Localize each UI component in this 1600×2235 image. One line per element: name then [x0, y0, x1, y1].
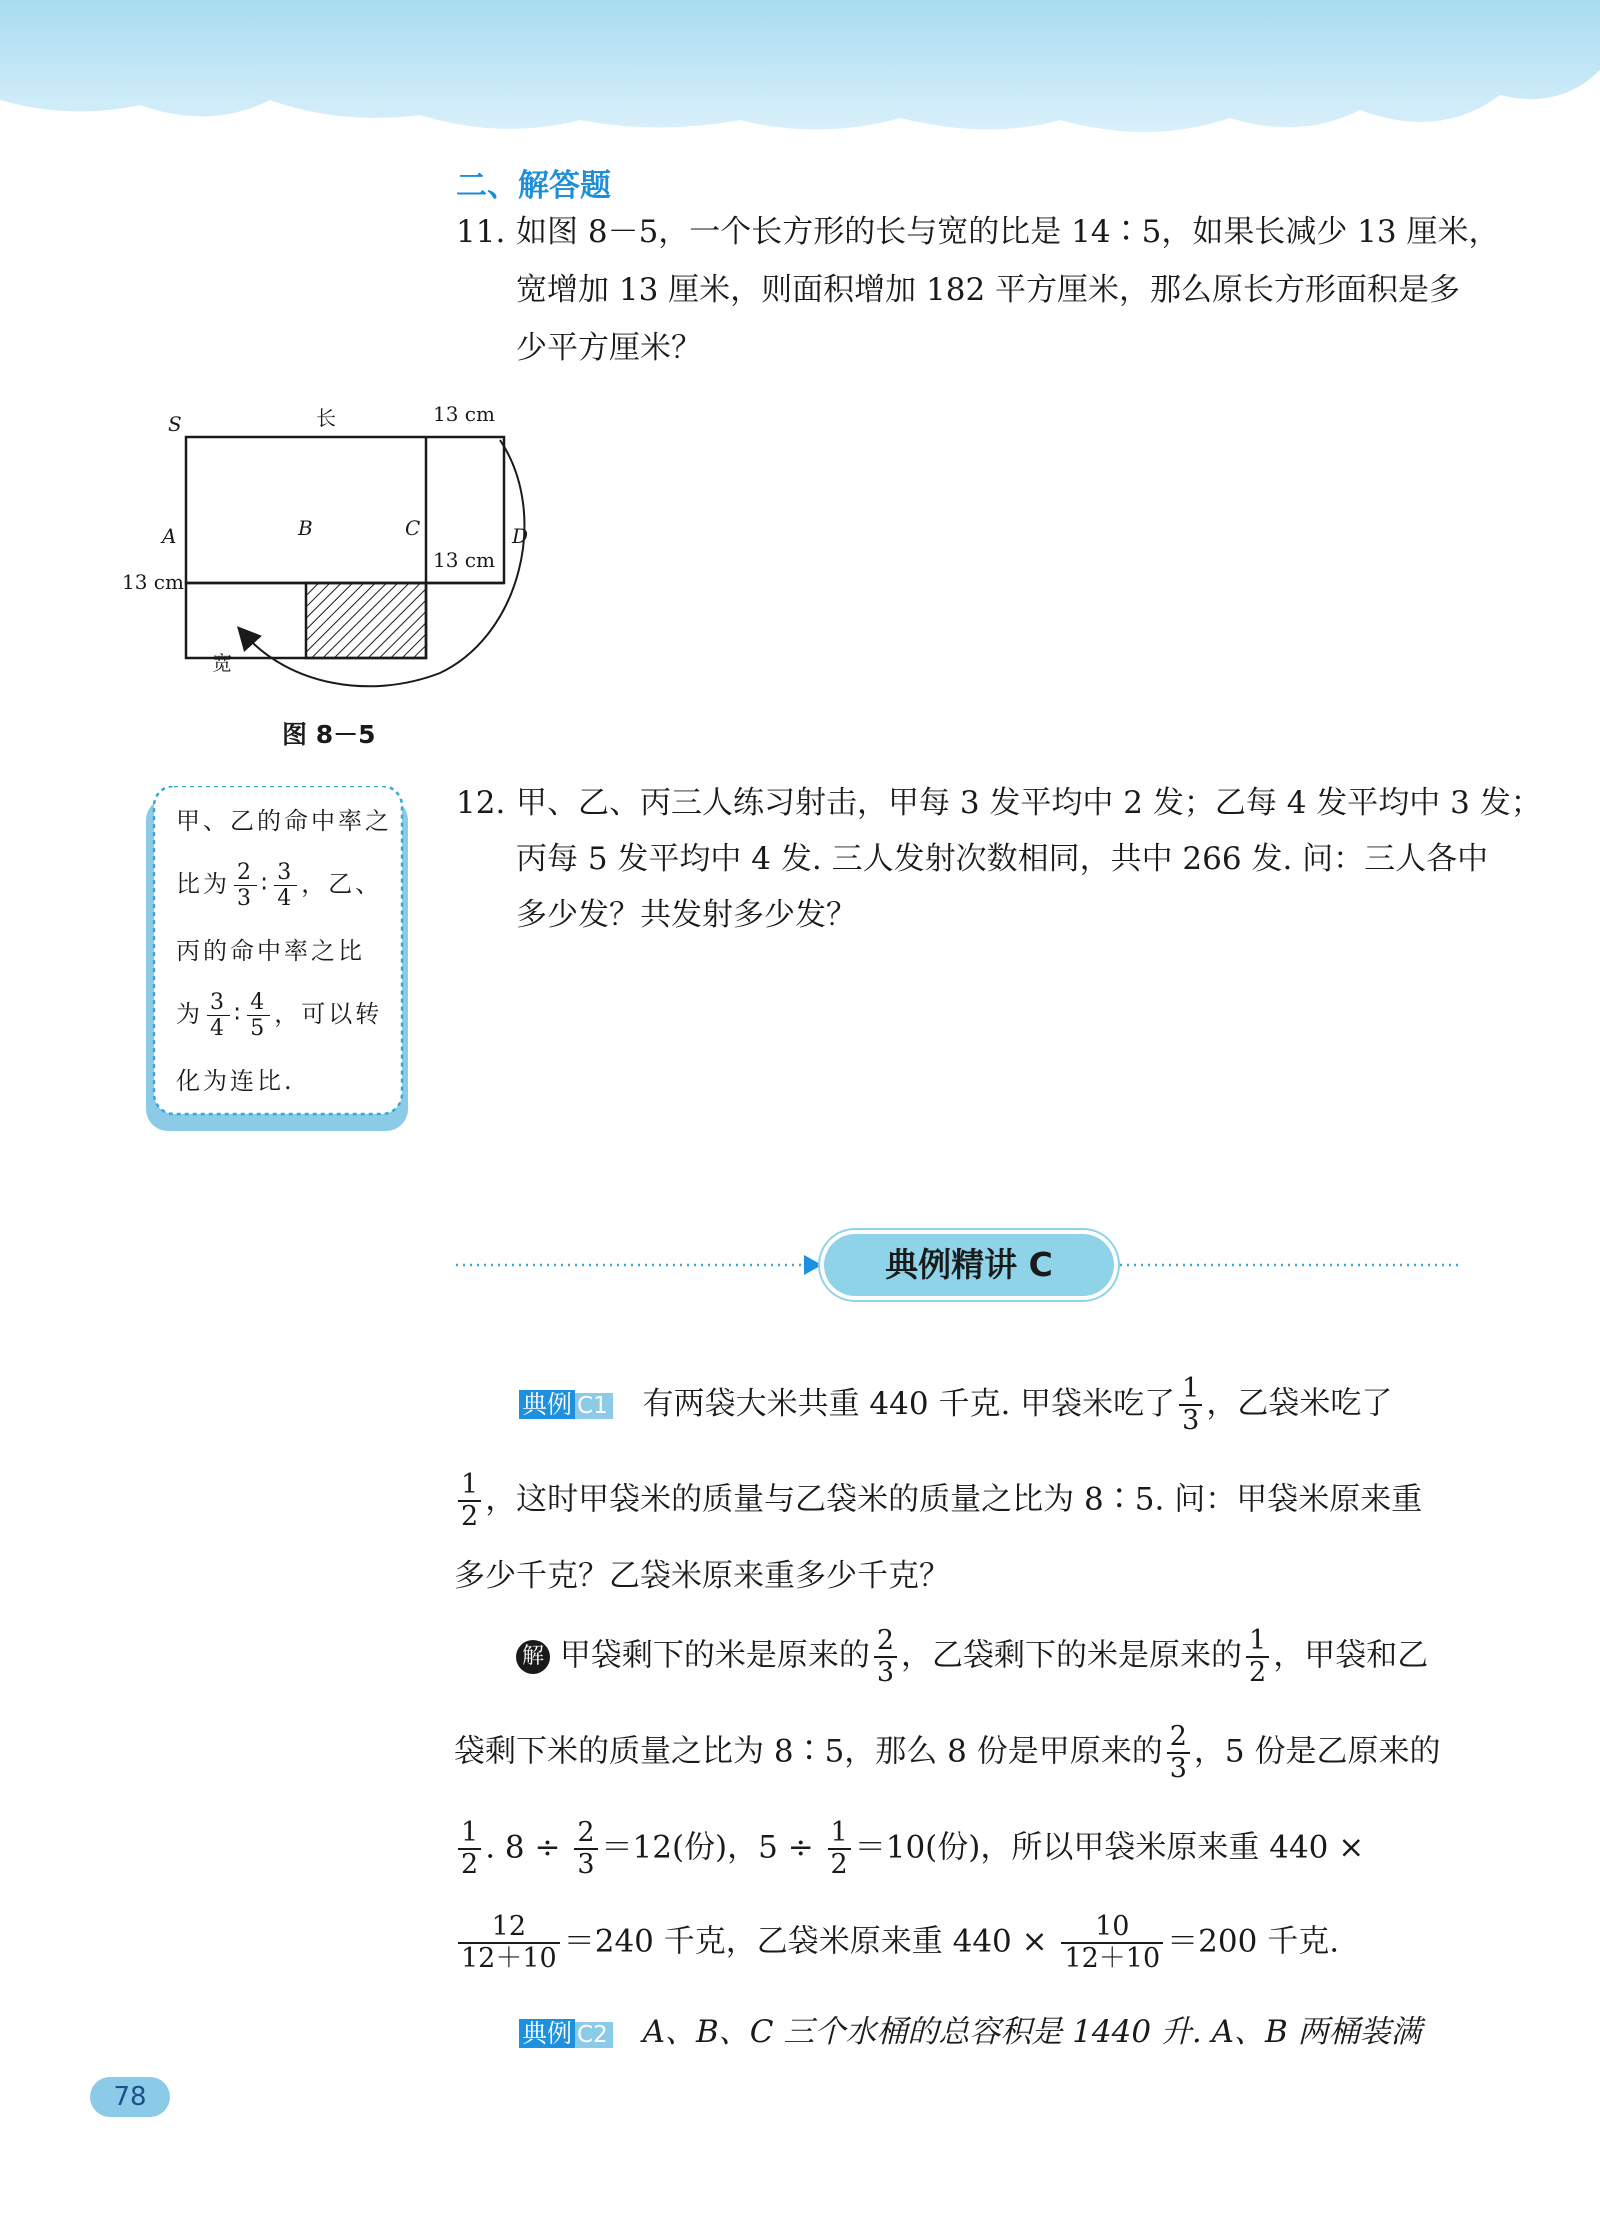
question-11-number: 11. [456, 214, 506, 250]
example-section-title: 典例精讲 C [824, 1234, 1114, 1296]
question-11-line-2: 宽增加 13 厘米，则面积增加 182 平方厘米，那么原长方形面积是多 [516, 272, 1461, 308]
example-section-header [456, 1228, 1458, 1302]
solution-line-2: 袋剩下米的质量之比为 8∶5，那么 8 份是甲原来的 $\frac{2}{3}$ ，5 份是乙原来的 [454, 1721, 1441, 1784]
page-number: 78 [90, 2077, 170, 2117]
hint-line-3: 丙的命中率之比 [176, 937, 365, 965]
question-12-number: 12. [456, 785, 506, 821]
figure-8-5 [110, 395, 570, 695]
question-11-line-1: 如图 8－5，一个长方形的长与宽的比是 14∶5，如果长减少 13 厘米， [516, 214, 1500, 250]
hint-box [146, 786, 408, 1131]
label-kuan: 宽 [212, 651, 232, 675]
hatched-region [306, 583, 426, 658]
question-12-line-3: 多少发？共发射多少发？ [516, 897, 857, 933]
label-b: B [298, 516, 313, 540]
label-top-13cm: 13 cm [433, 402, 495, 426]
example-c1-line-2: $\frac{1}{2}$ ，这时甲袋米的质量与乙袋米的质量之比为 8∶5. 问：甲袋米原来重 [454, 1470, 1422, 1532]
label-mid-13cm: 13 cm [433, 548, 495, 572]
hint-line-4: 为 $\frac{3}{4}$ ∶ $\frac{4}{5}$ ，可以转 [176, 990, 383, 1041]
example-c2-line-1: 典例 C2 A、B、C 三个水桶的总容积是 1440 升. A、B 两桶装满 [519, 2010, 1422, 2054]
section-title: 二、解答题 [456, 168, 611, 204]
question-11-line-3: 少平方厘米？ [516, 330, 702, 366]
hint-line-1: 甲、乙的命中率之 [176, 807, 392, 835]
solution-icon: 解 [516, 1640, 550, 1674]
label-d: D [512, 524, 529, 548]
solution-line-1: 解 甲袋剩下的米是原来的 $\frac{2}{3}$ ，乙袋剩下的米是原来的 $\frac{1}{2}$ ，甲袋和乙 [516, 1626, 1428, 1688]
hint-line-2: 比为 $\frac{2}{3}$ ∶ $\frac{3}{4}$ ，乙、 [176, 860, 383, 911]
label-chang: 长 [316, 406, 336, 430]
example-c1-line-3: 多少千克？乙袋米原来重多少千克？ [454, 1558, 950, 1594]
question-12-line-1: 甲、乙、丙三人练习射击，甲每 3 发平均中 2 发；乙每 4 发平均中 3 发； [516, 785, 1542, 821]
label-a: A [162, 524, 177, 548]
label-left-13cm: 13 cm [122, 570, 184, 594]
figure-caption: 图 8－5 [282, 720, 376, 749]
header-banner [0, 0, 1600, 150]
example-c2-badge: 典例 C2 [519, 2017, 613, 2051]
question-12-line-2: 丙每 5 发平均中 4 发. 三人发射次数相同，共中 266 发. 问：三人各中 [516, 841, 1489, 877]
solution-line-4: $\frac{12}{12+10}$ ＝240 千克，乙袋米原来重 440 × $\frac{10}{12+10}$ ＝200 千克. [454, 1912, 1339, 1974]
label-c: C [405, 516, 421, 540]
example-c1-badge: 典例 C1 [519, 1388, 613, 1422]
hint-line-5: 化为连比. [176, 1067, 295, 1095]
label-s: S [168, 412, 182, 436]
solution-line-3: $\frac{1}{2}$ . 8 ÷ $\frac{2}{3}$ ＝12(份)，5 ÷ $\frac{1}{2}$ ＝10(份)，所以甲袋米原来重 440 × [454, 1818, 1364, 1880]
example-c1-line-1: 典例 C1 有两袋大米共重 440 千克. 甲袋米吃了 $\frac{1}{3}$ ，乙袋米吃了 [519, 1374, 1392, 1436]
